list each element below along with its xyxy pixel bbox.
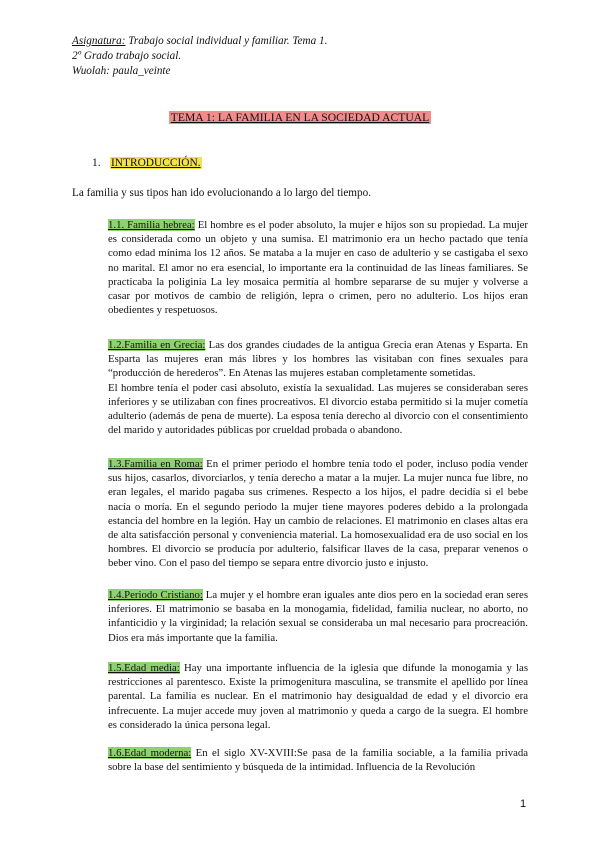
paragraph-text: En el siglo XV-XVIII:Se pasa de la familia sociable, a la familia privada sobre la base del sentimiento y búsqueda de la intimidad. Influencia de la Revolución xyxy=(108,747,528,774)
paragraph-text: Hay una importante influencia de la iglesia que difunde la monogamia y las restricciones al parentesco. Existe la primogenitura masculina, se transmite el apellido por línea parental. La familia es nuclear. En el matrimonio hay desigualdad de edad y el divorcio era infrecuente. La mujer accede muy joven al matrimonio y queda a cargo de la suegra. El hombre es considerado la única persona legal. xyxy=(108,662,528,731)
intro-text: La familia y sus tipos han ido evolucionando a lo largo del tiempo. xyxy=(72,187,371,199)
subsection-heading: 1.2.Familia en Grecia: xyxy=(108,339,206,351)
paragraph-text: La mujer y el hombre eran iguales ante dios pero en la sociedad eran seres inferiores. El matrimonio se basaba en la monogamia, fidelidad, familia nuclear, no aborto, no infanticidio y la virginidad; la relación sexual se consideraba un mal necesario para procreación. Dios era más importante que la familia. xyxy=(108,589,529,644)
subsection-heading: 1.1. Familia hebrea: xyxy=(108,219,195,231)
section-label: INTRODUCCIÓN. xyxy=(111,157,201,169)
paragraph-periodo-cristiano xyxy=(108,588,528,645)
paragraph-familia-roma xyxy=(108,457,528,571)
document-title xyxy=(0,110,600,125)
section-heading xyxy=(92,156,202,171)
grade-line: 2º Grado trabajo social. xyxy=(72,50,182,62)
subsection-heading: 1.4.Periodo Cristiano: xyxy=(108,589,203,601)
subject-line xyxy=(72,34,327,49)
paragraph-text: En el primer periodo el hombre tenía todo el poder, incluso podía vender sus hijos, casarlos, divorciarlos, y tenía derecho a matar a la mujer. La mujer nunca fue libre, no eran legales, el marido pagaba sus crímenes. Respecto a los hijos, el padre decidía si el bebe nacía o moría. En el segundo periodo la mujer tiene mayores poderes debido a la prolongada estancia del hombre en la legión. Hay un cambio de relaciones. El matrimonio en clases altas era de alta satisfacción personal y conveniencia material. La homosexualidad era de uso social en los hombres. El divorcio se producía por adulterio, falsificar llaves de la casa, preparar venenos o beber vino. Con el paso del tiempo se separa entre divorcio justo e injusto. xyxy=(108,458,529,570)
author-line: Wuolah: paula_veinte xyxy=(72,65,171,77)
subject-label: Asignatura: xyxy=(72,35,126,47)
subject-value: Trabajo social individual y familiar. Tema 1. xyxy=(125,35,328,47)
paragraph-edad-moderna xyxy=(108,746,528,774)
paragraph-familia-grecia xyxy=(108,338,528,437)
paragraph-familia-hebrea xyxy=(108,218,528,317)
paragraph-edad-media xyxy=(108,661,528,732)
paragraph-text: El hombre es el poder absoluto, la mujer e hijos son su propiedad. La mujer es considerada como un objeto y una sumisa. El matrimonio era un hecho pactado que tenía como edad mínima los 12 años. Se mataba a la mujer en caso de adulterio y se castigaba el sexo no marital. El amor no era esencial, lo importante era la continuidad de las líneas familiares. Se practicaba la poliginia La ley mosaica permitía al hombre separarse de su mujer y volverse a casar por motivos de cambio de religión, lepra o crimen, pero no adulterio. Los hijos eran obedientes y respetuosos. xyxy=(108,219,528,317)
subsection-heading: 1.5.Edad media: xyxy=(108,662,180,674)
paragraph-continuation: El hombre tenía el poder casi absoluto, existía la sexualidad. Las mujeres se consideraban seres inferiores y se utilizaban con fines procreativos. El divorcio estaba permitido si la mujer cometía adulterio (además de pena de muerte). La esposa tenía derecho al divorcio con el consentimiento del marido y autoridades públicas por crueldad probada o abandono. xyxy=(108,381,528,437)
document-header xyxy=(72,34,327,79)
subsection-heading: 1.6.Edad moderna: xyxy=(108,747,192,759)
title-text: TEMA 1: LA FAMILIA EN LA SOCIEDAD ACTUAL xyxy=(170,111,430,124)
section-number: 1. xyxy=(92,157,101,169)
paragraph-text: Las dos grandes ciudades de la antigua Grecia eran Atenas y Esparta. En Esparta las mujeres eran más libres y los hombres las visitaban con fines sexuales para “producción de herederos”. En Atenas las mujeres estaban completamente sometidas. xyxy=(108,339,528,380)
subsection-heading: 1.3.Familia en Roma: xyxy=(108,458,203,470)
page-number: 1 xyxy=(520,798,527,810)
